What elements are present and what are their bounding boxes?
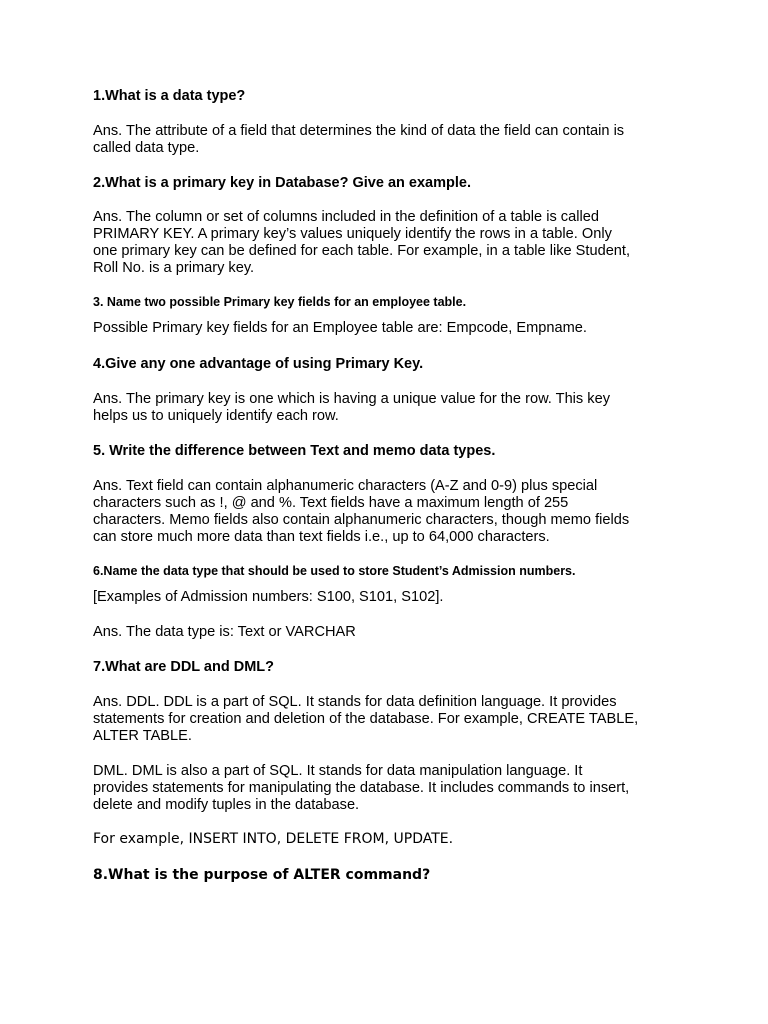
answer-line: one primary key can be defined for each table. For example, in a table like Student, [93, 243, 631, 259]
answer-4 [93, 391, 683, 425]
answer-line: characters such as !, @ and %. Text fields have a maximum length of 255 [93, 495, 569, 511]
answer-3 [93, 320, 683, 337]
answer-7-dml [93, 763, 683, 814]
answer-line: can store much more data than text fields i.e., up to 64,000 characters. [93, 529, 550, 545]
answer-line: Ans. The primary key is one which is having a unique value for the row. This key [93, 391, 610, 407]
answer-6 [93, 624, 683, 641]
answer-line: [Examples of Admission numbers: S100, S101, S102]. [93, 589, 444, 605]
answer-line: DML. DML is also a part of SQL. It stands for data manipulation language. It [93, 763, 583, 779]
question-3: 3. Name two possible Primary key fields for an employee table. [93, 295, 467, 309]
answer-5 [93, 478, 683, 546]
answer-line: Ans. The data type is: Text or VARCHAR [93, 624, 356, 640]
answer-line: Ans. Text field can contain alphanumeric characters (A-Z and 0-9) plus special [93, 478, 598, 494]
answer-7-example: For example, INSERT INTO, DELETE FROM, UPDATE. [93, 831, 454, 847]
answer-line: helps us to uniquely identify each row. [93, 408, 339, 424]
answer-7-ddl [93, 694, 683, 745]
answer-line: characters. Memo fields also contain alphanumeric characters, though memo fields [93, 512, 630, 528]
answer-line: provides statements for manipulating the database. It includes commands to insert, [93, 780, 630, 796]
question-4: 4.Give any one advantage of using Primary Key. [93, 356, 424, 372]
question-5: 5. Write the difference between Text and memo data types. [93, 443, 496, 459]
answer-line: Roll No. is a primary key. [93, 260, 255, 276]
question-6: 6.Name the data type that should be used to store Student’s Admission numbers. [93, 564, 576, 578]
question-7: 7.What are DDL and DML? [93, 659, 274, 675]
answer-line: Possible Primary key fields for an Employee table are: Empcode, Empname. [93, 320, 587, 336]
answer-line: statements for creation and deletion of the database. For example, CREATE TABLE, [93, 711, 639, 727]
answer-1 [93, 123, 683, 157]
answer-line: ALTER TABLE. [93, 728, 192, 744]
answer-line: Ans. DDL. DDL is a part of SQL. It stands for data definition language. It provides [93, 694, 617, 710]
answer-line: called data type. [93, 140, 200, 156]
question-2: 2.What is a primary key in Database? Give an example. [93, 175, 471, 191]
answer-line: Ans. The column or set of columns included in the definition of a table is called [93, 209, 599, 225]
answer-line: PRIMARY KEY. A primary key’s values uniquely identify the rows in a table. Only [93, 226, 612, 242]
answer-2 [93, 209, 683, 277]
question-1: 1.What is a data type? [93, 88, 246, 104]
question-8: 8.What is the purpose of ALTER command? [93, 867, 431, 883]
answer-line: delete and modify tuples in the database. [93, 797, 360, 813]
question-6-example [93, 589, 683, 606]
answer-line: Ans. The attribute of a field that determines the kind of data the field can contain is [93, 123, 625, 139]
